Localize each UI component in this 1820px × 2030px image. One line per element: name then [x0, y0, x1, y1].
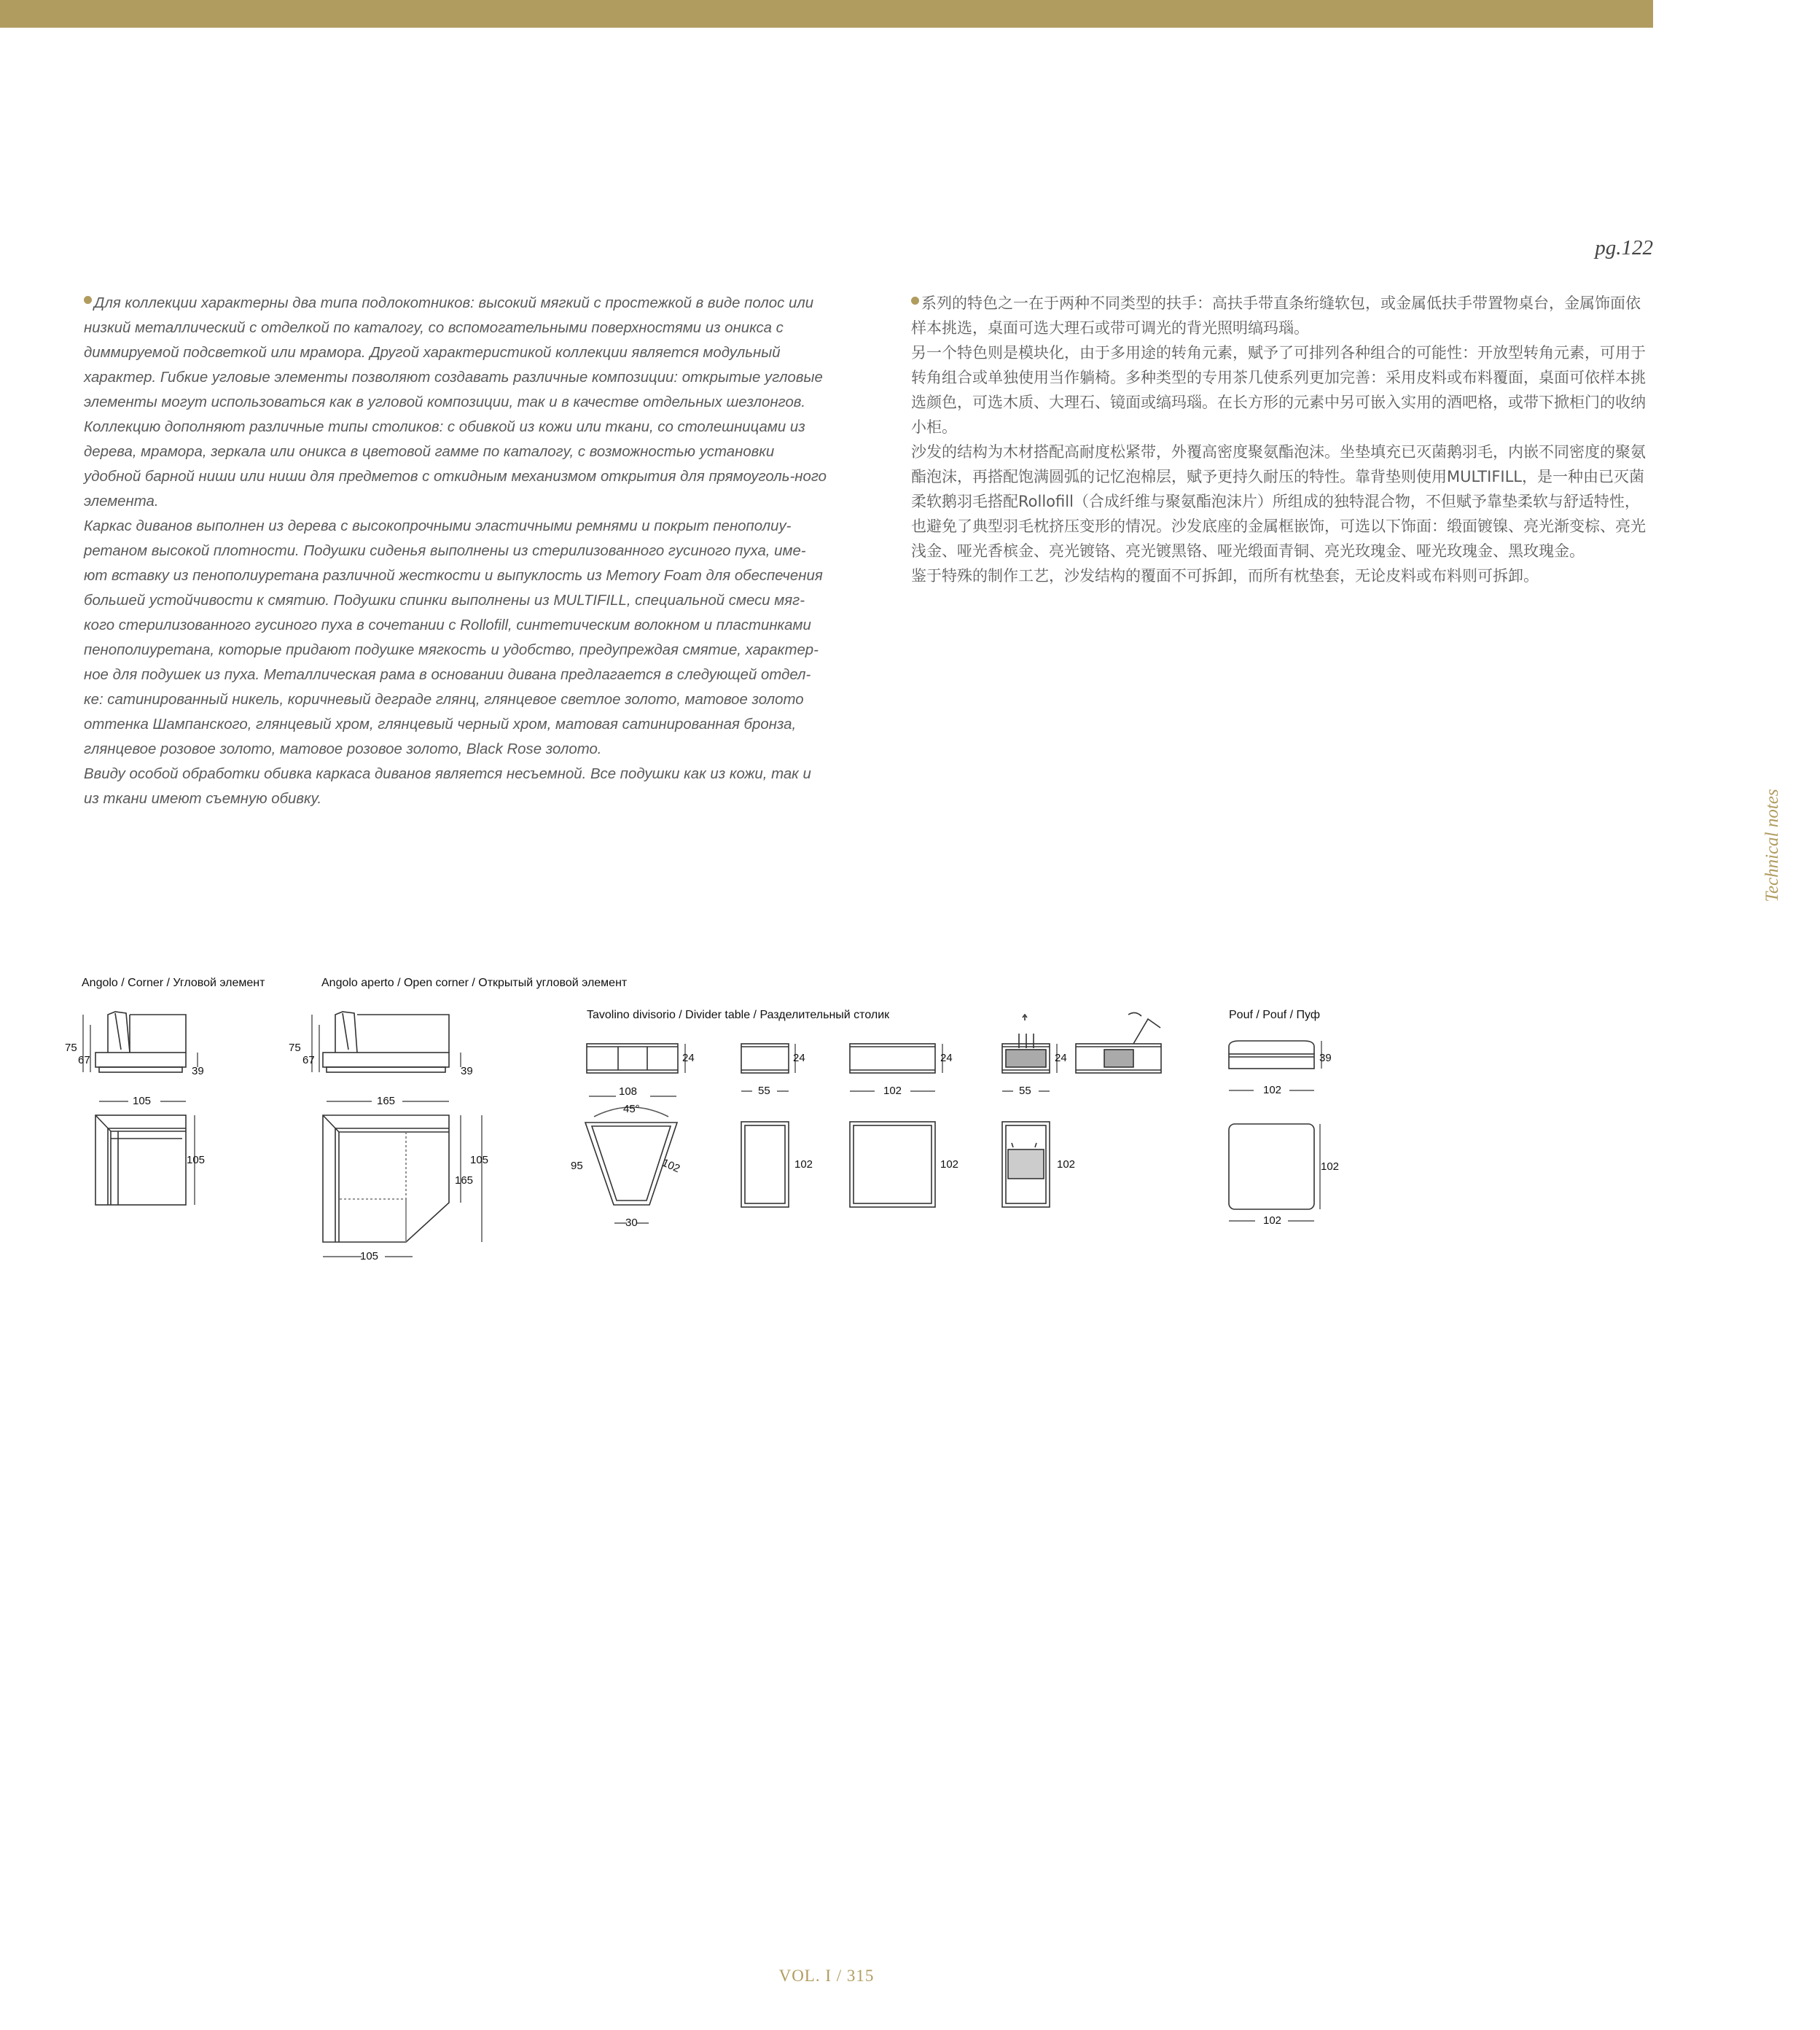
divider-niche-plan: [1002, 1122, 1050, 1207]
open-corner-front-drawing: [323, 1012, 449, 1072]
divider-niche-open-front: [1076, 1012, 1161, 1073]
caption-open-corner: Angolo aperto / Open corner / Открытый угловой элемент: [321, 977, 628, 989]
divider-square-plan: [850, 1122, 935, 1207]
dim-label: 105: [470, 1154, 489, 1166]
dim-label: 67: [302, 1054, 315, 1066]
pouf-front-drawing: [1229, 1041, 1314, 1069]
dim-label: 55: [1019, 1085, 1031, 1097]
dim-label: 102: [940, 1158, 959, 1171]
divider-trapezoid-plan: [585, 1107, 677, 1205]
dim-label: 39: [1319, 1052, 1332, 1064]
dim-label: 24: [682, 1052, 695, 1064]
dim-label: 95: [571, 1160, 583, 1172]
dim-label: 102: [1263, 1084, 1282, 1096]
corner-plan-drawing: [95, 1115, 186, 1205]
paragraph: Коллекцию дополняют различные типы столиков: с обивкой из кожи или ткани, со столешницами из дерева, мрамора, зеркала или оникса в цветовой гамме по каталогу, с возможностью установки удобной барной ниши или ниши для предметов с откидным механизмом открытия для прямоуголь-ного элемента.: [84, 419, 827, 510]
footer-volume-page: VOL. I / 315: [778, 1967, 875, 1985]
dim-label: 39: [192, 1065, 204, 1077]
dim-label: 24: [940, 1052, 953, 1064]
dim-label: 108: [619, 1085, 638, 1098]
dim-label: 75: [289, 1042, 301, 1054]
dim-label: 55: [758, 1085, 770, 1097]
side-label-text: Technical notes: [1762, 789, 1782, 902]
corner-front-drawing: [95, 1012, 186, 1072]
dim-label: 105: [187, 1154, 206, 1166]
dim-label: 102: [883, 1085, 902, 1097]
caption-divider-table: Tavolino divisorio / Divider table / Разделительный столик: [587, 1009, 890, 1021]
paragraph: Ввиду особой обработки обивка каркаса диванов является несъемной. Все подушки как из кожи, так и из ткани имеют съемную обивку.: [84, 766, 811, 807]
dim-label: 24: [1055, 1052, 1067, 1064]
paragraph: 鉴于特殊的制作工艺，沙发结构的覆面不可拆卸，而所有枕垫套，无论皮料或布料则可拆卸。: [911, 567, 1539, 585]
caption-corner: Angolo / Corner / Угловой элемент: [82, 977, 265, 989]
divider-trapezoid-front: [587, 1044, 678, 1073]
dim-label: 39: [461, 1065, 473, 1077]
dim-label: 102: [794, 1158, 813, 1171]
paragraph: 沙发的结构为木材搭配高耐度松紧带，外覆高密度聚氨酯泡沫。坐垫填充已灭菌鹅羽毛，内嵌不同密度的聚氨酯泡沫，再搭配饱满圆弧的记忆泡棉层，赋予更持久耐压的特性。靠背垫则使用MULTIFILL，是一种由已灭菌柔软鹅羽毛搭配Rollofill（合成纤维与聚氨酯泡沫片）所组成的独特混合物，不但赋予靠垫柔软与舒适特性，也避免了典型羽毛枕挤压变形的情况。沙发底座的金属框嵌饰，可选以下饰面：缎面镀镍、亮光渐变棕、亮光浅金、哑光香槟金、亮光镀铬、亮光镀黑铬、哑光缎面青铜、亮光玫瑰金、哑光玫瑰金、黑玫瑰金。: [911, 443, 1646, 560]
pouf-plan-drawing: [1229, 1124, 1314, 1209]
paragraph: Для коллекции характерны два типа подлокотников: высокий мягкий с простежкой в виде полос или низкий металлический с отделкой по каталогу, со вспомогательными поверхностями из оникса с диммируемой подсветкой или мрамора. Другой характеристикой коллекции является модульный характер. Гибкие угловые элементы позволяют создавать различные композиции: открытые угловые элементы могут использоваться как в угловой композиции, так и в качестве отдельных шезлонгов.: [84, 295, 823, 410]
divider-narrow-front: [741, 1044, 789, 1073]
dim-label: 67: [78, 1054, 90, 1066]
dim-label: 105: [133, 1095, 152, 1107]
dim-label: 102: [1321, 1160, 1340, 1173]
dim-label: 24: [793, 1052, 805, 1064]
dim-label: 102: [1263, 1214, 1282, 1227]
open-corner-plan-drawing: [323, 1115, 449, 1242]
dim-label: 165: [377, 1095, 396, 1107]
dim-label: 102: [1057, 1158, 1076, 1171]
dim-label: 30: [625, 1217, 638, 1229]
dim-label: 45°: [623, 1103, 640, 1115]
divider-narrow-plan: [741, 1122, 789, 1207]
paragraph: Каркас диванов выполнен из дерева с высокопрочными эластичными ремнями и покрыт пенополиу-ретаном высокой плотности. Подушки сиденья выполнены из стерилизованного гусиного пуха, име-ют вставку из пенополиуретана различной жесткости и выпуклость из Memory Foam для обеспечения большей устойчивости к смятию. Подушки спинки выполнены из MULTIFILL, специальной смеси мяг-кого стерилизованного гусиного пуха в сочетании с Rollofill, синтетическим волокном и пластинками пенополиуретана, которые придают подушке мягкость и удобство, предупреждая смятие, характер-ное для подушек из пуха. Металлическая рама в основании дивана предлагается в следующей отдел-ке: сатинированный никель, коричневый деграде глянц, глянцевое светлое золото, матовое золото оттенка Шампанского, глянцевый хром, глянцевый черный хром, матовая сатинированная бронза, глянцевое розовое золото, матовое розовое золото, Black Rose золото.: [84, 518, 823, 757]
dim-label: 105: [360, 1250, 379, 1262]
caption-pouf: Pouf / Pouf / Пуф: [1229, 1009, 1320, 1021]
paragraph: 系列的特色之一在于两种不同类型的扶手：高扶手带直条绗缝软包，或金属低扶手带置物桌台，金属饰面依样本挑选，桌面可选大理石或带可调光的背光照明缟玛瑙。: [911, 294, 1641, 337]
dim-label: 102: [660, 1156, 682, 1176]
dim-label: 75: [65, 1042, 77, 1054]
page-reference: pg.122: [1595, 236, 1653, 259]
dim-label: 165: [455, 1174, 474, 1187]
paragraph: 另一个特色则是模块化，由于多用途的转角元素，赋予了可排列各种组合的可能性：开放型转角元素，可用于转角组合或单独使用当作躺椅。多种类型的专用茶几使系列更加完善：采用皮料或布料覆面，桌面可依样本挑选颜色，可选木质、大理石、镜面或缟玛瑙。在长方形的元素中另可嵌入实用的酒吧格，或带下掀柜门的收纳小柜。: [911, 344, 1646, 436]
divider-square-front: [850, 1044, 935, 1073]
divider-niche-front: [1002, 1015, 1050, 1073]
